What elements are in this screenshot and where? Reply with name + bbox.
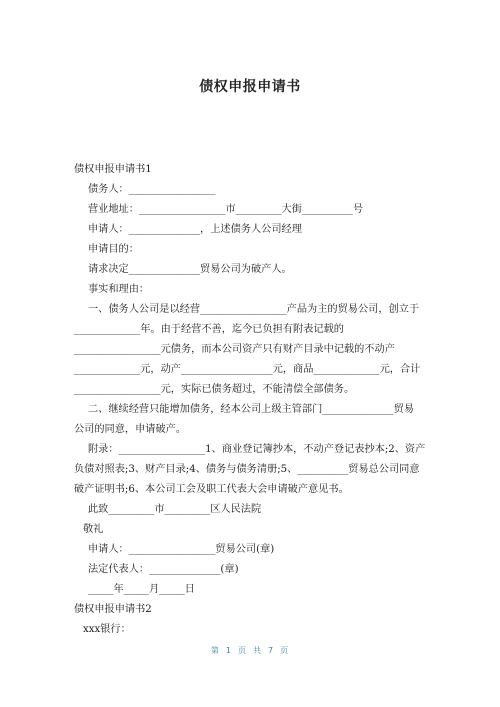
page-label: 第 bbox=[210, 646, 220, 655]
text-line: 公司的同意，申请破产。 bbox=[74, 424, 187, 435]
text-line: _________________元，实际已债务超过，不能清偿全部债务。 bbox=[74, 384, 355, 395]
total-pages: 7 bbox=[268, 646, 275, 655]
total-unit: 页 bbox=[280, 646, 290, 655]
page-unit: 页 bbox=[238, 646, 247, 655]
text-line: 一、债务人公司是以经营_________________产品为主的贸易公司，创立于 bbox=[88, 304, 420, 315]
document-title: 债权申报申请书 bbox=[199, 79, 301, 95]
text-line: _____________年。由于经营不善，迄今已负担有附表记载的 bbox=[74, 324, 344, 335]
text-line: _____年_____月_____日 bbox=[88, 584, 195, 595]
text-line: 请求决定______________贸易公司为破产人。 bbox=[88, 264, 292, 275]
text-line: 法定代表人：______________(章) bbox=[88, 564, 239, 575]
text-line: 申请人：_________________贸易公司(章) bbox=[88, 544, 275, 555]
page-number: 1 bbox=[225, 646, 232, 655]
page-indicator bbox=[0, 645, 500, 656]
text-line: _________________元债务，而本公司资产只有财产目录中记载的不动产 bbox=[74, 344, 395, 355]
text-line: 负债对照表;3、财产目录;4、债务与债务清册;5、__________贸易总公司同意 bbox=[74, 464, 420, 475]
text-line: 事实和理由： bbox=[88, 284, 150, 295]
text-line: 此致_________市_________区人民法院 bbox=[88, 504, 262, 515]
text-line: xxx银行： bbox=[83, 624, 131, 635]
text-line: 二、继续经营只能增加债务，经本公司上级主管部门______________贸易 bbox=[88, 404, 414, 415]
section-heading: 债权申报申请书1 bbox=[74, 164, 152, 175]
text-line: 附录：_________________1、商业登记簿抄本，不动产登记表抄本;2、资产 bbox=[88, 444, 426, 455]
text-line: _____________元，动产__________________元，商品_____________元，合计 bbox=[74, 364, 421, 375]
text-line: 债务人：_________________ bbox=[88, 184, 216, 195]
text-line: 敬礼 bbox=[83, 524, 104, 535]
document-body bbox=[74, 160, 426, 640]
section-heading: 债权申报申请书2 bbox=[74, 604, 152, 615]
text-line: 破产证明书;6、本公司工会及职工代表大会申请破产意见书。 bbox=[74, 484, 349, 495]
total-label: 共 bbox=[253, 646, 262, 655]
text-line: 申请目的： bbox=[88, 244, 139, 255]
text-line: 营业地址：_________________市_________大街__________号 bbox=[88, 204, 364, 215]
text-line: 申请人：______________，上述债务人公司经理 bbox=[88, 224, 302, 235]
